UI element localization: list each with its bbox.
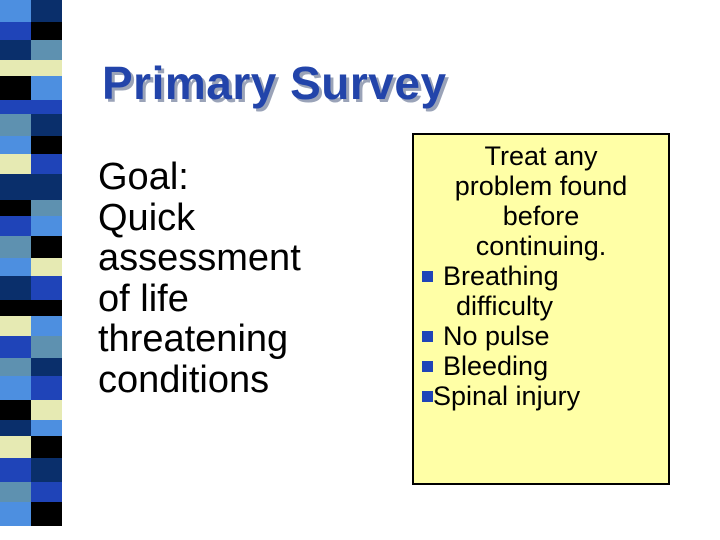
stripe-cell xyxy=(31,40,62,60)
stripe-cell xyxy=(0,376,31,400)
bullet-breathing-continued xyxy=(414,291,668,321)
stripe-cell xyxy=(31,76,62,100)
stripe-cell xyxy=(0,258,31,276)
stripe-segment xyxy=(0,458,62,482)
stripe-segment xyxy=(0,276,62,300)
stripe-cell xyxy=(0,136,31,154)
stripe-cell xyxy=(31,376,62,400)
stripe-segment xyxy=(0,358,62,376)
stripe-segment xyxy=(0,216,62,236)
stripe-cell xyxy=(31,60,62,76)
stripe-cell xyxy=(31,458,62,482)
stripe-cell xyxy=(31,502,62,526)
bullet-label: difficulty xyxy=(456,291,554,321)
square-bullet-icon xyxy=(422,361,433,372)
stripe-cell xyxy=(0,358,31,376)
square-bullet-icon xyxy=(422,271,433,282)
stripe-cell xyxy=(31,482,62,502)
stripe-segment xyxy=(0,22,62,40)
stripe-cell xyxy=(31,236,62,258)
goal-line: Goal: xyxy=(98,156,189,198)
stripe-cell xyxy=(0,300,31,316)
stripe-segment xyxy=(0,154,62,174)
stripe-segment xyxy=(0,400,62,420)
stripe-cell xyxy=(31,316,62,336)
stripe-cell xyxy=(31,154,62,174)
goal-line: threatening xyxy=(98,318,289,360)
stripe-segment xyxy=(0,482,62,502)
stripe-cell xyxy=(31,420,62,436)
stripe-segment xyxy=(0,502,62,526)
stripe-segment xyxy=(0,76,62,100)
bullet-label: Bleeding xyxy=(443,351,549,381)
stripe-segment xyxy=(0,376,62,400)
stripe-cell xyxy=(0,60,31,76)
stripe-cell xyxy=(0,276,31,300)
square-bullet-icon xyxy=(422,391,433,402)
stripe-cell xyxy=(0,336,31,358)
stripe-cell xyxy=(0,420,31,436)
stripe-cell xyxy=(31,136,62,154)
stripe-cell xyxy=(0,458,31,482)
intro-line: problem found xyxy=(454,171,628,201)
bullet-bleeding xyxy=(414,351,668,381)
stripe-cell xyxy=(31,436,62,458)
bullet-breathing xyxy=(414,261,668,291)
stripe-cell xyxy=(31,200,62,216)
stripe-cell xyxy=(31,100,62,114)
stripe-cell xyxy=(0,22,31,40)
goal-line: assessment xyxy=(98,237,301,279)
stripe-cell xyxy=(31,358,62,376)
intro-line: before xyxy=(502,201,580,231)
stripe-cell xyxy=(31,0,62,22)
stripe-cell xyxy=(31,400,62,420)
stripe-segment xyxy=(0,40,62,60)
stripe-cell xyxy=(0,200,31,216)
bullet-no-pulse xyxy=(414,321,668,351)
stripe-cell xyxy=(0,316,31,336)
stripe-cell xyxy=(0,174,31,200)
stripe-cell xyxy=(0,502,31,526)
stripe-segment xyxy=(0,174,62,200)
stripe-cell xyxy=(0,216,31,236)
stripe-cell xyxy=(31,300,62,316)
stripe-cell xyxy=(0,436,31,458)
stripe-segment xyxy=(0,136,62,154)
stripe-cell xyxy=(0,154,31,174)
stripe-cell xyxy=(0,0,31,22)
slide-title: Primary Survey xyxy=(102,57,447,109)
stripe-cell xyxy=(31,258,62,276)
stripe-segment xyxy=(0,336,62,358)
stripe-segment xyxy=(0,236,62,258)
stripe-segment xyxy=(0,100,62,114)
stripe-segment xyxy=(0,316,62,336)
stripe-segment xyxy=(0,200,62,216)
bullet-label: Breathing xyxy=(443,261,559,291)
stripe-cell xyxy=(31,114,62,136)
stripe-segment xyxy=(0,420,62,436)
goal-line: of life xyxy=(98,277,189,320)
stripe-segment xyxy=(0,436,62,458)
stripe-cell xyxy=(31,276,62,300)
stripe-cell xyxy=(0,114,31,136)
stripe-cell xyxy=(0,400,31,420)
stripe-cell xyxy=(0,40,31,60)
bullet-label: Spinal injury xyxy=(433,381,581,411)
intro-line: continuing. xyxy=(475,231,607,261)
stripe-segment xyxy=(0,114,62,136)
stripe-cell xyxy=(31,336,62,358)
stripe-cell xyxy=(0,482,31,502)
stripe-segment xyxy=(0,0,62,22)
stripe-segment xyxy=(0,258,62,276)
goal-line: Quick xyxy=(98,196,196,239)
stripe-cell xyxy=(0,100,31,114)
stripe-segment xyxy=(0,300,62,316)
goal-line: conditions xyxy=(98,358,270,401)
stripe-cell xyxy=(0,236,31,258)
goal-text xyxy=(98,157,368,400)
square-bullet-icon xyxy=(422,331,433,342)
bullet-label: No pulse xyxy=(443,321,550,351)
decorative-stripe-bar xyxy=(0,0,62,540)
stripe-segment xyxy=(0,60,62,76)
treatment-callout-box xyxy=(412,133,670,485)
stripe-cell xyxy=(0,76,31,100)
stripe-cell xyxy=(31,216,62,236)
stripe-cell xyxy=(31,22,62,40)
bullet-spinal xyxy=(414,381,668,411)
stripe-cell xyxy=(31,174,62,200)
intro-line: Treat any xyxy=(484,141,598,171)
